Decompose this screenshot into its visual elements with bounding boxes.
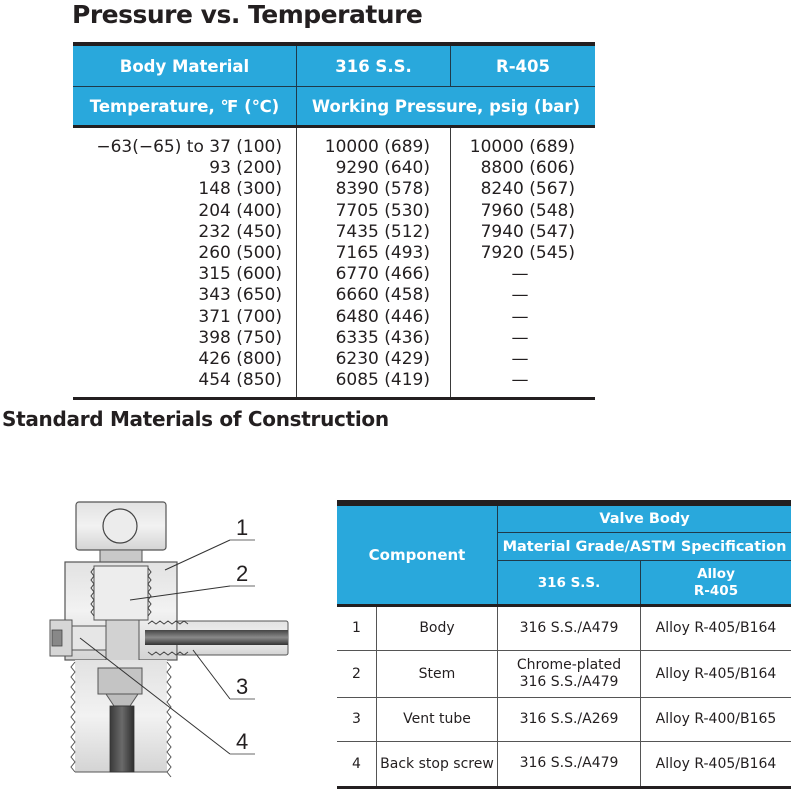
header-alloy-line1: Alloy (697, 565, 735, 582)
alloy-spec: Alloy R-405/B164 (655, 665, 777, 682)
temp-cell: 148 (300) (198, 179, 282, 200)
temp-cell: 398 (750) (198, 327, 282, 348)
ss316-spec: 316 S.S./A479 (498, 742, 641, 786)
r405-pressure-cell: 7920 (545) (480, 243, 575, 264)
table-row (337, 607, 791, 651)
r405-pressure-cell: 10000 (689) (469, 137, 575, 157)
header-valve-body-group (498, 506, 791, 604)
ss316-pressure-cell: 9290 (640) (335, 158, 430, 179)
ss316-pressure-cell: 6335 (436) (335, 327, 430, 348)
r405-pressure-cell: 7940 (547) (480, 221, 575, 242)
pressure-table-body (73, 128, 595, 397)
header-working-pressure: Working Pressure, psig (bar) (311, 96, 581, 116)
materials-table (337, 500, 791, 789)
component-name: Back stop screw (377, 742, 498, 786)
ss316-pressure-cell: 10000 (689) (324, 137, 430, 157)
ss316-spec: 316 S.S./A479 (498, 607, 641, 650)
header-316ss: 316 S.S. (498, 561, 641, 604)
r405-pressure-cell-empty: — (511, 264, 529, 285)
callout-1: 1 (236, 515, 249, 540)
valve-cross-section-diagram (30, 480, 290, 780)
ss316-pressure-column (297, 128, 451, 397)
callout-2: 2 (236, 561, 249, 586)
temp-cell: 232 (450) (198, 221, 282, 242)
temp-cell: 204 (400) (198, 200, 282, 221)
temp-cell: −63(−65) to 37 (100) (96, 137, 282, 157)
r405-pressure-cell-empty: — (511, 327, 529, 348)
row-number: 4 (337, 742, 377, 786)
r405-pressure-cell-empty: — (511, 370, 529, 391)
ss316-pressure-cell: 7435 (512) (335, 221, 430, 242)
table-row (337, 651, 791, 698)
valve-illustration (30, 480, 290, 780)
temp-cell: 343 (650) (198, 285, 282, 306)
ss316-pressure-cell: 6230 (429) (335, 349, 430, 370)
ss316-spec: 316 S.S./A269 (498, 698, 641, 741)
ss316-pressure-cell: 8390 (578) (335, 179, 430, 200)
alloy-spec: Alloy R-405/B164 (655, 755, 777, 772)
row-number: 1 (337, 607, 377, 650)
ss316-pressure-cell: 6660 (458) (335, 285, 430, 306)
table-row (337, 742, 791, 786)
row-number: 2 (337, 651, 377, 697)
table-bottom-rule (73, 397, 595, 400)
header-material-grade: Material Grade/ASTM Specification (498, 533, 791, 561)
r405-pressure-cell-empty: — (511, 349, 529, 370)
table-row (337, 698, 791, 742)
pressure-temperature-title: Pressure vs. Temperature (72, 0, 423, 29)
materials-title: Standard Materials of Construction (2, 407, 389, 431)
callout-3: 3 (236, 674, 249, 699)
r405-pressure-cell-empty: — (511, 285, 529, 306)
header-material-columns (498, 561, 791, 604)
header-row-body-material (73, 46, 595, 87)
ss316-pressure-cell: 6770 (466) (335, 264, 430, 285)
header-temperature: Temperature, ℉ (℃) (73, 87, 297, 125)
header-alloy-r405 (641, 561, 791, 604)
component-name: Body (377, 607, 498, 650)
ss316-spec-line2: 316 S.S./A479 (519, 673, 619, 690)
r405-pressure-cell-empty: — (511, 306, 529, 327)
r405-pressure-column (451, 128, 595, 397)
component-name: Stem (377, 651, 498, 697)
temp-cell: 93 (200) (209, 158, 282, 179)
ss316-pressure-cell: 6085 (419) (335, 370, 430, 391)
temp-cell: 315 (600) (198, 264, 282, 285)
pressure-temperature-table (73, 42, 595, 400)
row-number: 3 (337, 698, 377, 741)
header-alloy-line2: R-405 (693, 582, 739, 599)
header-r405: R-405 (496, 56, 550, 76)
temp-cell: 426 (800) (198, 349, 282, 370)
r405-pressure-cell: 8800 (606) (480, 158, 575, 179)
temp-cell: 454 (850) (198, 370, 282, 391)
r405-pressure-cell: 7960 (548) (480, 200, 575, 221)
materials-table-header (337, 506, 791, 604)
component-name: Vent tube (377, 698, 498, 741)
ss316-pressure-cell: 7705 (530) (335, 200, 430, 221)
temperature-column (73, 128, 297, 397)
callout-4: 4 (236, 729, 249, 754)
ss316-pressure-cell: 6480 (446) (335, 306, 430, 327)
alloy-spec: Alloy R-405/B164 (655, 620, 777, 636)
ss316-pressure-cell: 7165 (493) (335, 243, 430, 264)
header-valve-body: Valve Body (498, 506, 791, 533)
header-component: Component (337, 506, 498, 604)
alloy-spec: Alloy R-400/B165 (655, 711, 777, 727)
r405-pressure-cell: 8240 (567) (480, 179, 575, 200)
temp-cell: 260 (500) (198, 243, 282, 264)
header-row-temperature (73, 87, 595, 125)
header-316ss: 316 S.S. (297, 46, 451, 86)
ss316-spec (498, 651, 641, 697)
temp-cell: 371 (700) (198, 306, 282, 327)
table-bottom-rule (337, 786, 791, 789)
ss316-spec-line1: Chrome-plated (516, 656, 622, 673)
header-body-material: Body Material (73, 46, 297, 86)
